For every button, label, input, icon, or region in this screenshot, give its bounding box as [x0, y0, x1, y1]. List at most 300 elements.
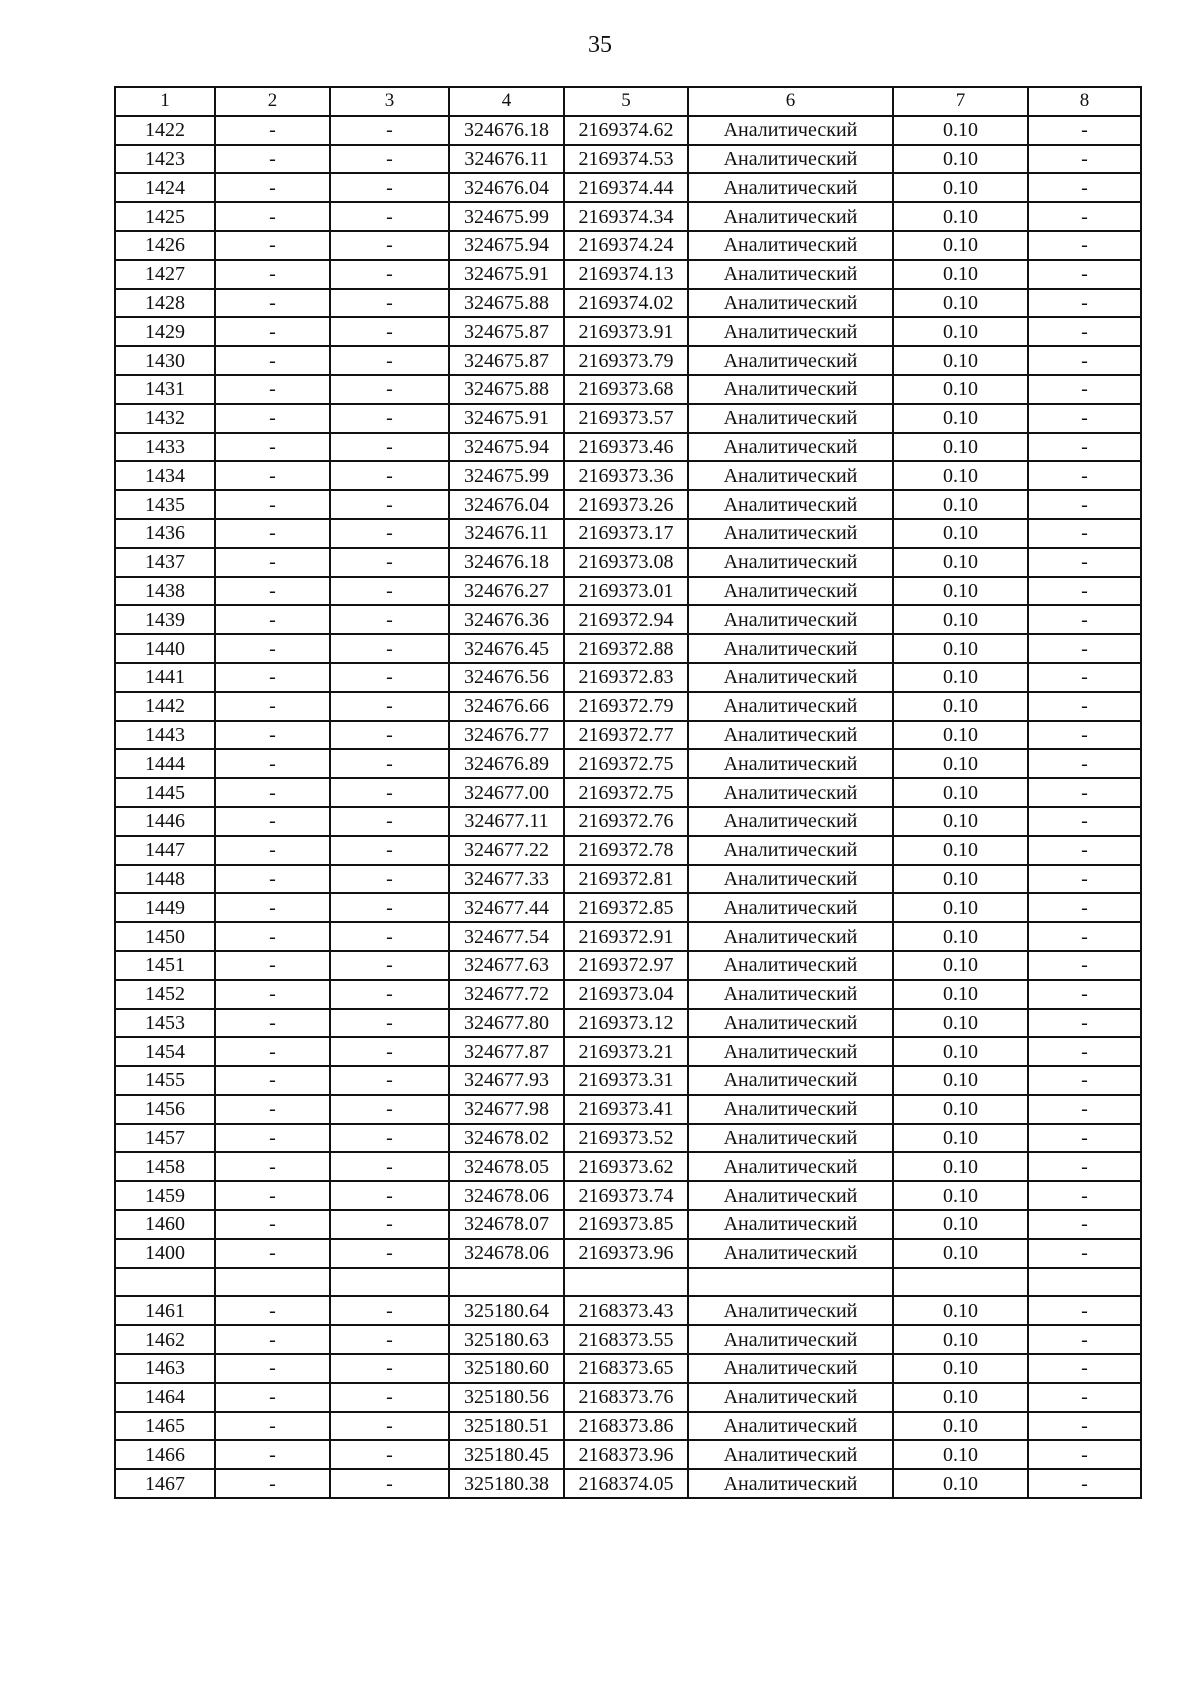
table-cell: 0.10	[893, 404, 1028, 433]
table-cell: 0.10	[893, 231, 1028, 260]
table-cell: -	[1028, 433, 1141, 462]
table-cell: -	[215, 663, 330, 692]
table-cell: Аналитический	[688, 490, 893, 519]
table-cell: 2169374.53	[564, 145, 688, 174]
table-cell: -	[330, 1181, 449, 1210]
table-cell: Аналитический	[688, 1152, 893, 1181]
table-cell: 324678.06	[449, 1181, 564, 1210]
table-cell: 2169373.79	[564, 346, 688, 375]
table-cell: 2168373.43	[564, 1296, 688, 1325]
table-cell: -	[330, 865, 449, 894]
table-cell: -	[330, 577, 449, 606]
table-cell: Аналитический	[688, 893, 893, 922]
table-cell: -	[1028, 404, 1141, 433]
table-cell: -	[1028, 1239, 1141, 1268]
table-cell: -	[215, 433, 330, 462]
table-cell: 0.10	[893, 1440, 1028, 1469]
table-row	[115, 807, 1141, 836]
table-row	[115, 721, 1141, 750]
table-cell: -	[215, 202, 330, 231]
table-cell: 2169373.74	[564, 1181, 688, 1210]
table-cell: -	[215, 1210, 330, 1239]
table-row	[115, 461, 1141, 490]
table-cell: 0.10	[893, 1239, 1028, 1268]
table-cell: 0.10	[893, 1009, 1028, 1038]
table-cell: 324675.87	[449, 346, 564, 375]
table-cell: 1457	[115, 1124, 215, 1153]
table-cell: 324678.07	[449, 1210, 564, 1239]
table-cell: Аналитический	[688, 231, 893, 260]
table-cell: 0.10	[893, 202, 1028, 231]
table-cell: 1422	[115, 116, 215, 145]
table-cell: 2169373.91	[564, 317, 688, 346]
table-row	[115, 375, 1141, 404]
table-row	[115, 1469, 1141, 1498]
table-cell: -	[330, 346, 449, 375]
column-header: 3	[330, 87, 449, 116]
table-cell: 2169372.88	[564, 634, 688, 663]
table-row	[115, 490, 1141, 519]
table-cell: 0.10	[893, 461, 1028, 490]
table-header	[115, 87, 1141, 116]
table-cell: 1436	[115, 519, 215, 548]
table-row	[115, 749, 1141, 778]
table-cell: 2169373.01	[564, 577, 688, 606]
table-row	[115, 980, 1141, 1009]
table-cell: -	[330, 692, 449, 721]
table-cell: 325180.38	[449, 1469, 564, 1498]
table-row	[115, 663, 1141, 692]
table-cell: 0.10	[893, 1181, 1028, 1210]
table-cell: 1449	[115, 893, 215, 922]
table-cell: 324675.94	[449, 231, 564, 260]
table-row	[115, 173, 1141, 202]
table-cell: 1425	[115, 202, 215, 231]
table-cell: -	[215, 461, 330, 490]
table-cell: -	[215, 404, 330, 433]
table-cell: 2169373.57	[564, 404, 688, 433]
table-cell: Аналитический	[688, 461, 893, 490]
table-row	[115, 1354, 1141, 1383]
table-cell: -	[215, 548, 330, 577]
table-cell: 324676.27	[449, 577, 564, 606]
table-cell: 0.10	[893, 145, 1028, 174]
table-cell	[330, 1268, 449, 1297]
table-cell: 1448	[115, 865, 215, 894]
table-cell: -	[215, 375, 330, 404]
table-cell: 2169374.13	[564, 260, 688, 289]
table-cell: 2169372.81	[564, 865, 688, 894]
table-cell: -	[1028, 116, 1141, 145]
table-cell: -	[330, 1440, 449, 1469]
table-cell: 1432	[115, 404, 215, 433]
table-cell: 2169374.62	[564, 116, 688, 145]
table-cell: Аналитический	[688, 1124, 893, 1153]
table-cell: -	[1028, 893, 1141, 922]
table-cell: 0.10	[893, 1296, 1028, 1325]
table-cell: -	[330, 1296, 449, 1325]
table-cell: 2169373.68	[564, 375, 688, 404]
table-cell: 325180.60	[449, 1354, 564, 1383]
table-cell: 0.10	[893, 663, 1028, 692]
table-cell: 1465	[115, 1412, 215, 1441]
table-row	[115, 951, 1141, 980]
table-cell: 2169373.52	[564, 1124, 688, 1153]
table-cell: Аналитический	[688, 1037, 893, 1066]
table-cell: -	[1028, 1440, 1141, 1469]
table-cell: 2169373.41	[564, 1095, 688, 1124]
table-cell: 2169372.78	[564, 836, 688, 865]
table-cell: -	[1028, 173, 1141, 202]
table-cell: -	[215, 145, 330, 174]
table-cell: -	[215, 346, 330, 375]
table-cell: -	[330, 375, 449, 404]
table-cell: -	[1028, 1181, 1141, 1210]
table-row	[115, 1296, 1141, 1325]
table-row	[115, 778, 1141, 807]
table-cell: -	[215, 1095, 330, 1124]
table-cell	[449, 1268, 564, 1297]
table-cell: 324676.04	[449, 173, 564, 202]
table-cell: 1452	[115, 980, 215, 1009]
table-cell: 0.10	[893, 1383, 1028, 1412]
table-cell: 2169372.76	[564, 807, 688, 836]
table-cell: 2169374.34	[564, 202, 688, 231]
table-row	[115, 116, 1141, 145]
table-cell: 0.10	[893, 346, 1028, 375]
table-cell: -	[1028, 289, 1141, 318]
table-cell: 324678.05	[449, 1152, 564, 1181]
table-cell: -	[215, 1325, 330, 1354]
table-cell: -	[215, 721, 330, 750]
table-cell: 324675.94	[449, 433, 564, 462]
table-cell: 324675.91	[449, 260, 564, 289]
table-cell: -	[1028, 1469, 1141, 1498]
table-cell: -	[1028, 1095, 1141, 1124]
table-row	[115, 605, 1141, 634]
table-cell: 325180.64	[449, 1296, 564, 1325]
table-cell: -	[330, 145, 449, 174]
table-cell: 2169374.44	[564, 173, 688, 202]
table-cell: 0.10	[893, 1095, 1028, 1124]
table-cell: -	[1028, 231, 1141, 260]
table-cell: Аналитический	[688, 721, 893, 750]
table-cell: 1427	[115, 260, 215, 289]
table-cell: 324677.63	[449, 951, 564, 980]
table-row	[115, 1124, 1141, 1153]
table-cell: -	[330, 1469, 449, 1498]
table-cell: -	[215, 173, 330, 202]
table-cell: -	[1028, 145, 1141, 174]
table-row	[115, 634, 1141, 663]
table-row	[115, 1383, 1141, 1412]
table-cell: 1429	[115, 317, 215, 346]
table-cell: 324676.45	[449, 634, 564, 663]
table-cell: -	[1028, 1009, 1141, 1038]
table-row	[115, 1095, 1141, 1124]
table-cell: 2169373.04	[564, 980, 688, 1009]
table-row	[115, 1440, 1141, 1469]
table-cell: 0.10	[893, 922, 1028, 951]
table-cell: Аналитический	[688, 951, 893, 980]
table-cell: Аналитический	[688, 577, 893, 606]
table-cell: 324676.18	[449, 548, 564, 577]
table-cell: 2169372.79	[564, 692, 688, 721]
table-cell: 2168373.86	[564, 1412, 688, 1441]
table-cell: -	[1028, 548, 1141, 577]
table-cell: 1424	[115, 173, 215, 202]
table-cell: 0.10	[893, 865, 1028, 894]
table-cell: -	[330, 893, 449, 922]
table-cell: -	[330, 1037, 449, 1066]
table-cell: 2169373.31	[564, 1066, 688, 1095]
table-cell: -	[1028, 490, 1141, 519]
table-cell: Аналитический	[688, 375, 893, 404]
table-cell: 1456	[115, 1095, 215, 1124]
table-cell: 324676.36	[449, 605, 564, 634]
table-cell: 2169374.02	[564, 289, 688, 318]
table-row	[115, 289, 1141, 318]
table-row	[115, 1066, 1141, 1095]
table-cell: -	[215, 893, 330, 922]
table-cell: -	[330, 1210, 449, 1239]
table-cell: 2169372.85	[564, 893, 688, 922]
table-cell: Аналитический	[688, 692, 893, 721]
table-cell: 324676.11	[449, 145, 564, 174]
table-cell: 0.10	[893, 317, 1028, 346]
table-cell: 1450	[115, 922, 215, 951]
table-cell: -	[1028, 1066, 1141, 1095]
table-row	[115, 922, 1141, 951]
table-cell: 324676.18	[449, 116, 564, 145]
column-header: 6	[688, 87, 893, 116]
table-cell: -	[330, 634, 449, 663]
table-cell: Аналитический	[688, 749, 893, 778]
table-cell: 0.10	[893, 1037, 1028, 1066]
table-row	[115, 519, 1141, 548]
table-cell: -	[1028, 260, 1141, 289]
table-cell: 0.10	[893, 893, 1028, 922]
table-cell: -	[1028, 519, 1141, 548]
table-cell: Аналитический	[688, 289, 893, 318]
table-cell: -	[215, 1412, 330, 1441]
table-cell: -	[215, 1239, 330, 1268]
table-cell: -	[215, 1181, 330, 1210]
table-row	[115, 692, 1141, 721]
column-header: 7	[893, 87, 1028, 116]
coordinates-table	[114, 86, 1142, 1499]
table-cell: -	[1028, 778, 1141, 807]
table-cell: Аналитический	[688, 433, 893, 462]
table-cell: 1431	[115, 375, 215, 404]
table-cell: -	[215, 1440, 330, 1469]
column-header: 5	[564, 87, 688, 116]
table-cell: -	[1028, 922, 1141, 951]
table-row	[115, 202, 1141, 231]
table-cell: Аналитический	[688, 1066, 893, 1095]
table-cell: Аналитический	[688, 519, 893, 548]
table-cell: 324675.87	[449, 317, 564, 346]
table-cell: -	[1028, 346, 1141, 375]
table-cell: -	[1028, 1296, 1141, 1325]
table-cell: Аналитический	[688, 116, 893, 145]
table-cell: -	[330, 1152, 449, 1181]
table-cell: -	[1028, 980, 1141, 1009]
table-cell: -	[330, 980, 449, 1009]
table-cell: 324677.22	[449, 836, 564, 865]
table-cell: Аналитический	[688, 1239, 893, 1268]
table-cell: -	[215, 1124, 330, 1153]
table-cell: -	[330, 116, 449, 145]
table-cell: 324677.98	[449, 1095, 564, 1124]
table-cell: -	[215, 951, 330, 980]
table-cell: 2169372.94	[564, 605, 688, 634]
table-cell: 0.10	[893, 173, 1028, 202]
table-cell: 2169372.77	[564, 721, 688, 750]
table-cell: 0.10	[893, 375, 1028, 404]
table-cell: 0.10	[893, 1124, 1028, 1153]
table-cell: 1466	[115, 1440, 215, 1469]
table-cell: -	[1028, 836, 1141, 865]
table-row	[115, 1210, 1141, 1239]
table-cell: 0.10	[893, 836, 1028, 865]
table-cell: 324675.99	[449, 202, 564, 231]
table-cell: 324675.88	[449, 289, 564, 318]
table-cell: 2169373.36	[564, 461, 688, 490]
table-body	[115, 116, 1141, 1498]
table-cell: Аналитический	[688, 1354, 893, 1383]
table-cell: 0.10	[893, 1210, 1028, 1239]
table-cell: -	[215, 317, 330, 346]
table-cell: -	[215, 1009, 330, 1038]
table-cell: 324676.56	[449, 663, 564, 692]
table-cell: -	[215, 490, 330, 519]
table-row	[115, 893, 1141, 922]
table-cell: 2168373.96	[564, 1440, 688, 1469]
table-cell: Аналитический	[688, 1412, 893, 1441]
table-cell: 0.10	[893, 519, 1028, 548]
table-cell: 324675.88	[449, 375, 564, 404]
table-row	[115, 1152, 1141, 1181]
table-cell: 324676.77	[449, 721, 564, 750]
table-cell: 324677.87	[449, 1037, 564, 1066]
table-cell: 1464	[115, 1383, 215, 1412]
table-cell: -	[215, 634, 330, 663]
table-cell: -	[330, 951, 449, 980]
table-cell: -	[330, 231, 449, 260]
table-cell: 2169373.12	[564, 1009, 688, 1038]
table-cell: -	[215, 519, 330, 548]
table-cell: Аналитический	[688, 980, 893, 1009]
table-cell: 325180.51	[449, 1412, 564, 1441]
table-cell: 324677.33	[449, 865, 564, 894]
table-cell: 2169373.26	[564, 490, 688, 519]
table-cell: 1462	[115, 1325, 215, 1354]
header-row	[115, 87, 1141, 116]
table-cell: Аналитический	[688, 173, 893, 202]
table-cell: 1455	[115, 1066, 215, 1095]
table-cell: 2169373.62	[564, 1152, 688, 1181]
table-cell: 1461	[115, 1296, 215, 1325]
table-cell: 1453	[115, 1009, 215, 1038]
table-cell: -	[215, 778, 330, 807]
table-cell: -	[330, 433, 449, 462]
table-cell: 1447	[115, 836, 215, 865]
table-cell: -	[330, 173, 449, 202]
table-cell: 2169374.24	[564, 231, 688, 260]
table-cell: 1441	[115, 663, 215, 692]
table-cell: 0.10	[893, 951, 1028, 980]
table-cell: 0.10	[893, 749, 1028, 778]
table-cell: 2169372.97	[564, 951, 688, 980]
table-cell	[893, 1268, 1028, 1297]
table-cell: -	[215, 1037, 330, 1066]
table-cell: 324676.89	[449, 749, 564, 778]
table-cell: -	[215, 865, 330, 894]
table-cell: 2169372.75	[564, 778, 688, 807]
table-cell	[688, 1268, 893, 1297]
table-cell: -	[1028, 663, 1141, 692]
table-cell: -	[330, 1383, 449, 1412]
table-cell: 1460	[115, 1210, 215, 1239]
table-cell: Аналитический	[688, 346, 893, 375]
table-cell: 1400	[115, 1239, 215, 1268]
table-cell: -	[1028, 807, 1141, 836]
table-cell: 2168373.55	[564, 1325, 688, 1354]
table-cell: 1423	[115, 145, 215, 174]
table-cell: 1446	[115, 807, 215, 836]
table-cell: -	[330, 922, 449, 951]
table-cell: 2169373.46	[564, 433, 688, 462]
table-cell: 1435	[115, 490, 215, 519]
table-cell: Аналитический	[688, 1383, 893, 1412]
table-cell: -	[330, 663, 449, 692]
table-cell: 1438	[115, 577, 215, 606]
table-cell: 0.10	[893, 1412, 1028, 1441]
table-cell: -	[330, 1412, 449, 1441]
table-cell: Аналитический	[688, 605, 893, 634]
table-cell: -	[1028, 577, 1141, 606]
table-cell: Аналитический	[688, 317, 893, 346]
table-cell: 2168373.65	[564, 1354, 688, 1383]
column-header: 1	[115, 87, 215, 116]
table-cell: -	[215, 807, 330, 836]
table-cell: -	[1028, 605, 1141, 634]
table-cell: -	[330, 548, 449, 577]
table-cell: 1467	[115, 1469, 215, 1498]
table-cell: 1437	[115, 548, 215, 577]
table-cell: Аналитический	[688, 865, 893, 894]
table-cell: 324677.11	[449, 807, 564, 836]
table-cell: -	[1028, 634, 1141, 663]
table-cell: 2169373.85	[564, 1210, 688, 1239]
table-cell: -	[1028, 1354, 1141, 1383]
table-cell: 1433	[115, 433, 215, 462]
table-row	[115, 317, 1141, 346]
table-cell: 2169373.17	[564, 519, 688, 548]
table-cell: -	[330, 404, 449, 433]
table-cell: 0.10	[893, 605, 1028, 634]
table-cell: -	[215, 577, 330, 606]
table-cell: -	[215, 605, 330, 634]
table-cell: -	[215, 922, 330, 951]
column-header: 2	[215, 87, 330, 116]
table-cell: 324676.04	[449, 490, 564, 519]
table-cell: 2169373.08	[564, 548, 688, 577]
table-row	[115, 1268, 1141, 1297]
table-row	[115, 260, 1141, 289]
column-header: 8	[1028, 87, 1141, 116]
